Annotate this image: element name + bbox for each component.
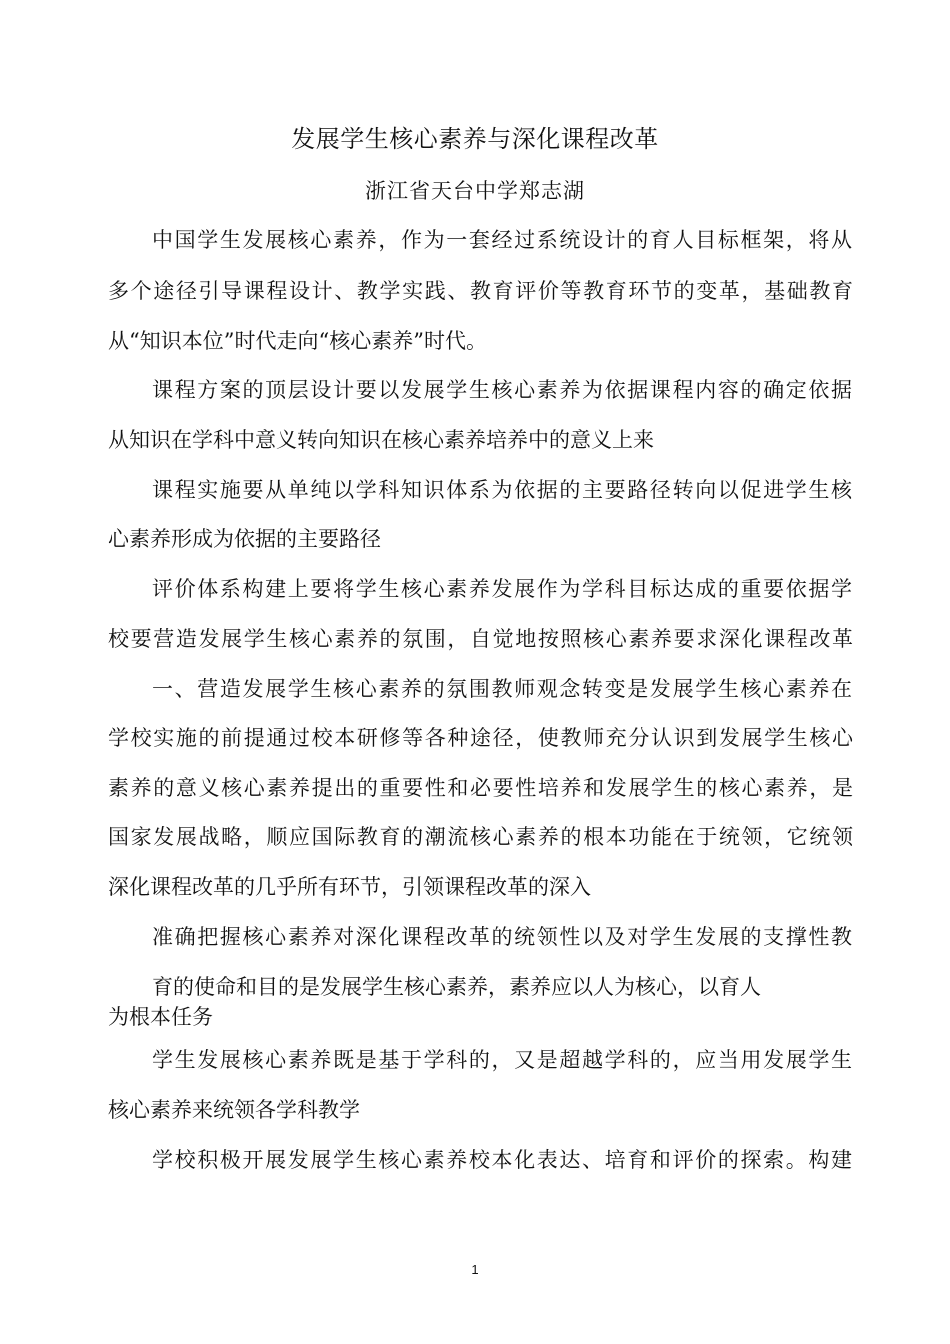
text-line: 学生发展核心素养既是基于学科的，又是超越学科的，应当用发展学生: [152, 1048, 852, 1072]
text-line: 评价体系构建上要将学生核心素养发展作为学科目标达成的重要依据学: [152, 577, 852, 601]
author-line: 浙江省天台中学郑志湖: [365, 179, 585, 203]
text-line: 深化课程改革的几乎所有环节，引领课程改革的深入: [108, 875, 591, 899]
text-line: 多个途径引导课程设计、教学实践、教育评价等教育环节的变革，基础教育: [108, 279, 853, 303]
text-line: 核心素养来统领各学科教学: [108, 1098, 360, 1122]
text-line: 育的使命和目的是发展学生核心素养，素养应以人为核心，以育人: [152, 975, 761, 999]
text-line: 校要营造发展学生核心素养的氛围，自觉地按照核心素养要求深化课程改革: [108, 627, 853, 651]
text-line: 准确把握核心素养对深化课程改革的统领性以及对学生发展的支撑性教: [152, 925, 852, 949]
text-line: 课程实施要从单纯以学科知识体系为依据的主要路径转向以促进学生核: [152, 478, 852, 502]
page-number: 1: [471, 1262, 479, 1277]
text-line: 中国学生发展核心素养，作为一套经过系统设计的育人目标框架，将从: [152, 228, 852, 252]
text-line: 从“知识本位”时代走向“核心素养”时代。: [108, 329, 487, 353]
text-line: 学校实施的前提通过校本研修等各种途径，使教师充分认识到发展学生核心: [108, 726, 853, 750]
text-line: 国家发展战略，顺应国际教育的潮流核心素养的根本功能在于统领，它统领: [108, 825, 853, 849]
text-line: 为根本任务: [108, 1005, 213, 1029]
text-line: 素养的意义核心素养提出的重要性和必要性培养和发展学生的核心素养，是: [108, 776, 853, 800]
text-line: 从知识在学科中意义转向知识在核心素养培养中的意义上来: [108, 428, 654, 452]
text-line: 课程方案的顶层设计要以发展学生核心素养为依据课程内容的确定依据: [152, 378, 852, 402]
text-line: 一、营造发展学生核心素养的氛围教师观念转变是发展学生核心素养在: [152, 677, 852, 701]
text-line: 心素养形成为依据的主要路径: [108, 527, 381, 551]
document-title: 发展学生核心素养与深化课程改革: [291, 125, 659, 153]
text-line: 学校积极开展发展学生核心素养校本化表达、培育和评价的探索。构建: [152, 1148, 852, 1172]
